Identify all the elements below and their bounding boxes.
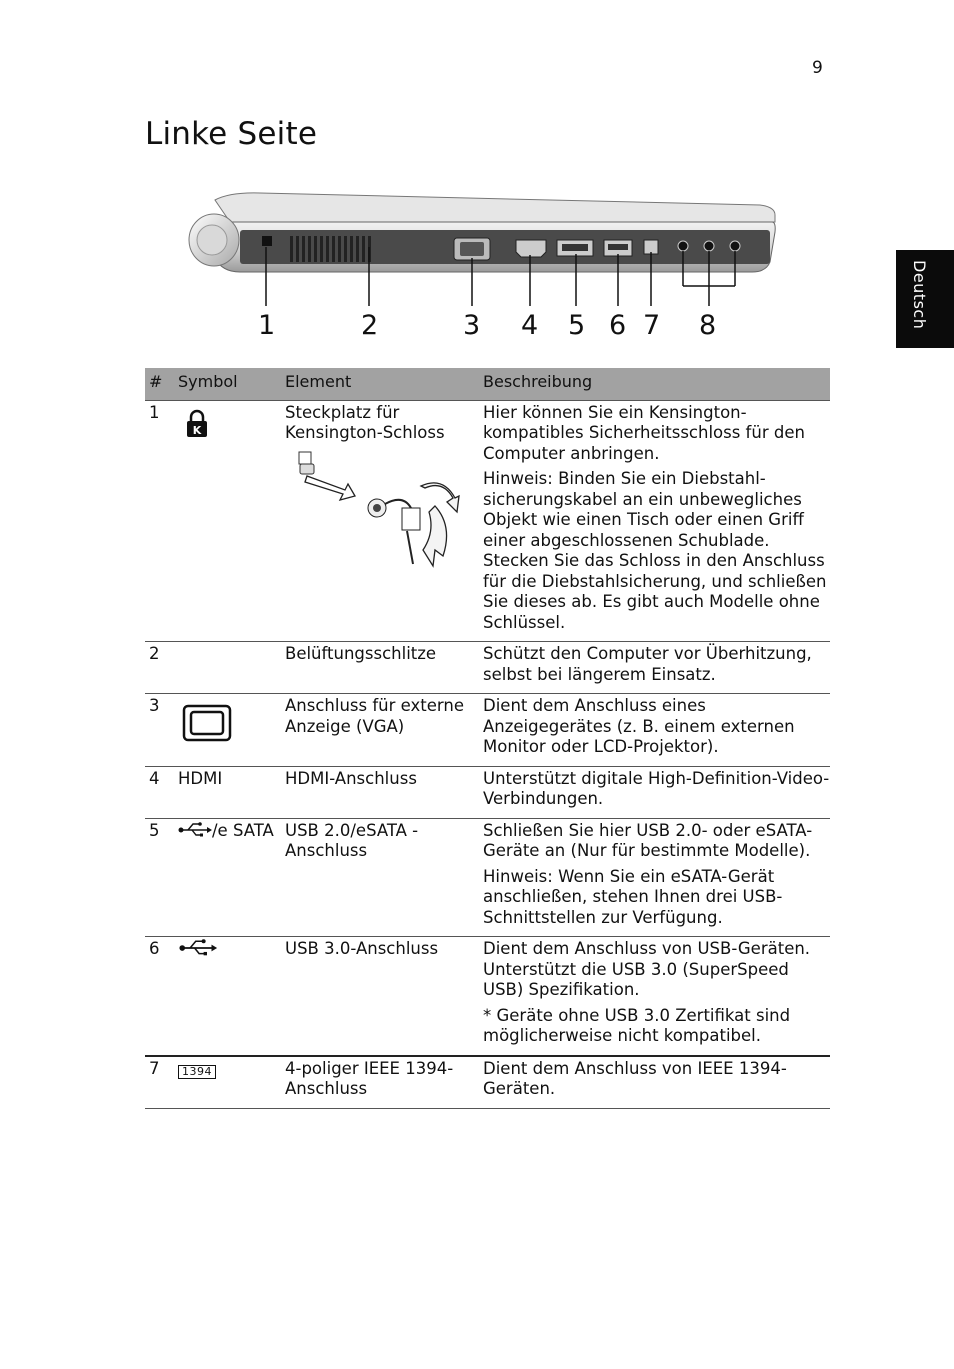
callout-3: 3 <box>463 310 481 341</box>
row-symbol <box>178 400 285 642</box>
row-num: 6 <box>145 937 178 1056</box>
row-num: 5 <box>145 818 178 937</box>
row-symbol <box>178 1056 285 1109</box>
row-symbol <box>178 694 285 767</box>
esata-label: /e SATA <box>212 820 274 840</box>
note-label: Hinweis: <box>483 866 553 886</box>
table-row <box>145 1056 830 1109</box>
table-row <box>145 642 830 694</box>
usb-icon <box>178 939 218 957</box>
svg-text:K: K <box>192 423 202 437</box>
row-element: HDMI-Anschluss <box>285 766 483 818</box>
callout-8: 8 <box>699 310 717 341</box>
header-element: Element <box>285 368 483 400</box>
callout-6: 6 <box>609 310 627 341</box>
compatibility-note: * Geräte ohne USB 3.0 Zertifikat sind möglicherweise nicht kompatibel. <box>483 1005 791 1045</box>
language-tab-label: Deutsch <box>910 260 929 330</box>
row-element: Belüftungsschlitze <box>285 642 483 694</box>
page-title: Linke Seite <box>145 116 318 152</box>
description-text: Schließen Sie hier USB 2.0- oder eSATA-Geräte an (Nur für bestimmte Modelle). <box>483 820 813 860</box>
row-symbol <box>178 937 285 1056</box>
row-description <box>483 818 830 937</box>
row-num: 2 <box>145 642 178 694</box>
note-paragraph <box>483 469 830 633</box>
row-num: 7 <box>145 1056 178 1109</box>
row-num: 4 <box>145 766 178 818</box>
table-row <box>145 937 830 1056</box>
row-description: Schützt den Computer vor Überhitzung, selbst bei längerem Einsatz. <box>483 642 830 694</box>
row-num: 1 <box>145 400 178 642</box>
row-element <box>285 400 483 642</box>
row-element: USB 2.0/eSATA - Anschluss <box>285 818 483 937</box>
header-description: Beschreibung <box>483 368 830 400</box>
description-text: Dient dem Anschluss von USB-Geräten. Unterstützt die USB 3.0 (SuperSpeed USB) Spezifikation. <box>483 939 811 999</box>
vga-monitor-icon <box>182 704 232 742</box>
kensington-lock-icon <box>186 409 208 437</box>
row-element: USB 3.0-Anschluss <box>285 937 483 1056</box>
laptop-left-side-illustration <box>0 0 954 360</box>
note-paragraph <box>483 867 830 929</box>
table-row <box>145 766 830 818</box>
note-label: Hinweis: <box>483 469 553 488</box>
row-symbol <box>178 642 285 694</box>
ieee1394-icon: 1394 <box>178 1065 216 1079</box>
callout-7: 7 <box>643 310 661 341</box>
table-header-row <box>145 368 830 400</box>
row-description <box>483 400 830 642</box>
note-text: Wenn Sie ein eSATA-Gerät anschließen, stehen Ihnen drei USB-Schnittstellen zur Verfügung. <box>483 866 783 927</box>
row-num: 3 <box>145 694 178 767</box>
page-number: 9 <box>812 58 823 78</box>
kensington-lock-illustration <box>285 446 465 574</box>
row-element: 4-poliger IEEE 1394-Anschluss <box>285 1056 483 1109</box>
callout-4: 4 <box>521 310 539 341</box>
header-num: # <box>145 368 178 400</box>
note-text: Binden Sie ein Diebstahl-sicherungskabel an ein unbewegliches Objekt wie einen Tisch oder einen Griff einer abgeschlossenen Schublade. Stecken Sie das Schloss in den Anschluss für die Diebstahlsicherung, und schließen Sie dieses ab. Es gibt auch Modelle ohne Schlüssel. <box>483 469 827 632</box>
table-row <box>145 400 830 642</box>
table-row <box>145 818 830 937</box>
usb-icon <box>178 822 212 838</box>
row-symbol <box>178 818 285 937</box>
row-symbol: HDMI <box>178 766 285 818</box>
header-symbol: Symbol <box>178 368 285 400</box>
row-element: Anschluss für externe Anzeige (VGA) <box>285 694 483 767</box>
callout-2: 2 <box>361 310 379 341</box>
row-description: Unterstützt digitale High-Definition-Video-Verbindungen. <box>483 766 830 818</box>
description-text: Hier können Sie ein Kensington-kompatibles Sicherheitsschloss für den Computer anbringen. <box>483 402 805 463</box>
row-description: Dient dem Anschluss von IEEE 1394-Geräten. <box>483 1056 830 1109</box>
callout-5: 5 <box>568 310 586 341</box>
row-description: Dient dem Anschluss eines Anzeigegerätes (z. B. einem externen Monitor oder LCD-Projektor). <box>483 694 830 767</box>
row-description <box>483 937 830 1056</box>
table-row <box>145 694 830 767</box>
element-label: Steckplatz für Kensington-Schloss <box>285 402 445 442</box>
port-table <box>145 368 830 1109</box>
callout-1: 1 <box>258 310 276 341</box>
